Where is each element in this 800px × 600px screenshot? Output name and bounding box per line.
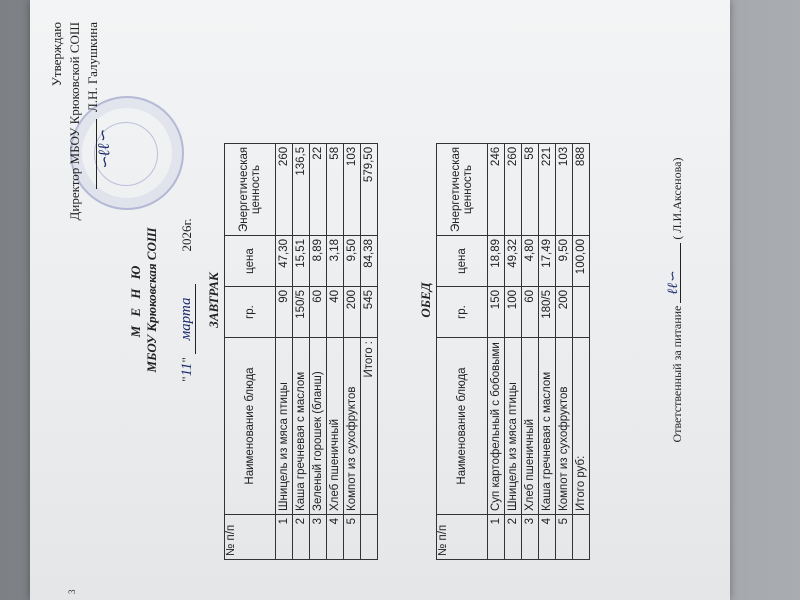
director-signature-icon: ∽ℓℓ∽: [94, 129, 115, 171]
cell-name: Шницель из мяса птицы: [276, 338, 293, 515]
responsible-line: [666, 0, 685, 600]
header-name: Наименование блюда: [225, 338, 276, 515]
header-grams: гр.: [225, 287, 276, 338]
cell-num: 2: [505, 515, 522, 560]
approval-heading: Утверждаю: [49, 22, 64, 87]
responsible-label: Ответственный за питание: [670, 305, 684, 443]
cell-num: 3: [310, 515, 327, 560]
total-grams: [573, 287, 590, 338]
table-row: [556, 143, 573, 559]
header-price: цена: [437, 236, 488, 287]
cell-grams: 60: [310, 287, 327, 338]
cell-price: 4,80: [522, 236, 539, 287]
cell-price: 47,30: [276, 236, 293, 287]
cell-name: Каша гречневая с маслом: [293, 338, 310, 515]
date-month-blank: [178, 284, 196, 354]
cell-price: 18,89: [488, 236, 505, 287]
header-num: № п/п: [437, 515, 488, 560]
cell-name: Зеленый горошек (бланш): [310, 338, 327, 515]
cell-energy: 136,5: [293, 143, 310, 235]
table-row: [488, 143, 505, 559]
cell-energy: 246: [488, 143, 505, 235]
cell-num: 1: [488, 515, 505, 560]
cell-num: 2: [293, 515, 310, 560]
paper-sheet: [30, 0, 730, 600]
cell-energy: 22: [310, 143, 327, 235]
total-price: 84,38: [361, 236, 378, 287]
header-num: № п/п: [225, 515, 276, 560]
table-header-row: [225, 143, 276, 559]
total-price: 100,00: [573, 236, 590, 287]
table-row: [505, 143, 522, 559]
header-grams: гр.: [437, 287, 488, 338]
cell-energy: 103: [556, 143, 573, 235]
cell-name: Шницель из мяса птицы: [505, 338, 522, 515]
document-page: [30, 0, 730, 600]
header-price: цена: [225, 236, 276, 287]
lunch-title: ОБЕД: [418, 282, 433, 318]
table-row: [293, 143, 310, 559]
school-name: МБОУ Крюковская СОШ: [144, 227, 159, 373]
cell-num: 1: [276, 515, 293, 560]
cell-grams: 150/5: [293, 287, 310, 338]
cell-price: 9,50: [556, 236, 573, 287]
cell-price: 49,32: [505, 236, 522, 287]
cell-grams: 180/5: [539, 287, 556, 338]
total-label: Итого :: [361, 338, 378, 515]
responsible-signature-blank: [666, 243, 681, 303]
cell-grams: 150: [488, 287, 505, 338]
date-line: "11" марта 2026г.: [178, 218, 195, 382]
total-energy: 579,50: [361, 143, 378, 235]
cell-num: 3: [522, 515, 539, 560]
lunch-table: [436, 143, 590, 560]
cell-energy: 58: [522, 143, 539, 235]
cell-num: [573, 515, 590, 560]
table-row: [522, 143, 539, 559]
cell-price: 17,49: [539, 236, 556, 287]
cell-price: 3,18: [327, 236, 344, 287]
cell-name: Компот из сухофруктов: [344, 338, 361, 515]
cell-grams: 100: [505, 287, 522, 338]
cell-name: Хлеб пшеничный: [327, 338, 344, 515]
table-row: [344, 143, 361, 559]
date-day: 11: [179, 362, 195, 377]
cell-name: Каша гречневая с маслом: [539, 338, 556, 515]
header-name: Наименование блюда: [437, 338, 488, 515]
table-header-row: [437, 143, 488, 559]
table-total-row: [361, 143, 378, 559]
cell-energy: 260: [505, 143, 522, 235]
page-number: 3: [67, 589, 77, 594]
cell-num: [361, 515, 378, 560]
header-energy: Энергетическая ценность: [225, 143, 276, 235]
total-energy: 888: [573, 143, 590, 235]
breakfast-title: ЗАВТРАК: [206, 272, 221, 328]
cell-grams: 40: [327, 287, 344, 338]
table-row: [539, 143, 556, 559]
cell-energy: 58: [327, 143, 344, 235]
cell-energy: 103: [344, 143, 361, 235]
cell-grams: 60: [522, 287, 539, 338]
table-row: [327, 143, 344, 559]
cell-price: 15,51: [293, 236, 310, 287]
approval-signature-line: [84, 22, 102, 220]
responsible-signature-icon: ℓℓ∽: [666, 271, 681, 295]
header-energy: Энергетическая ценность: [437, 143, 488, 235]
approval-block: [48, 22, 102, 220]
cell-num: 5: [344, 515, 361, 560]
table-total-row: [573, 143, 590, 559]
cell-grams: 200: [344, 287, 361, 338]
cell-grams: 90: [276, 287, 293, 338]
responsible-name: ( Л.И.Аксенова): [670, 157, 684, 240]
cell-energy: 221: [539, 143, 556, 235]
cell-num: 4: [327, 515, 344, 560]
cell-num: 4: [539, 515, 556, 560]
approval-position: Директор МБОУ Крюковской СОШ: [67, 22, 82, 221]
cell-name: Хлеб пшеничный: [522, 338, 539, 515]
cell-price: 9,50: [344, 236, 361, 287]
cell-name: Суп картофельный с бобовыми: [488, 338, 505, 515]
date-year: 2026г.: [179, 218, 194, 252]
approval-signatory: Л.Н. Галушкина: [85, 22, 100, 113]
cell-energy: 260: [276, 143, 293, 235]
cell-price: 8,89: [310, 236, 327, 287]
total-label: Итого руб:: [573, 338, 590, 515]
table-row: [276, 143, 293, 559]
cell-name: Компот из сухофруктов: [556, 338, 573, 515]
breakfast-table: [224, 143, 378, 560]
menu-title: М Е Н Ю: [128, 262, 143, 338]
cell-num: 5: [556, 515, 573, 560]
date-month: марта: [178, 297, 194, 341]
total-grams: 545: [361, 287, 378, 338]
table-row: [310, 143, 327, 559]
cell-grams: 200: [556, 287, 573, 338]
